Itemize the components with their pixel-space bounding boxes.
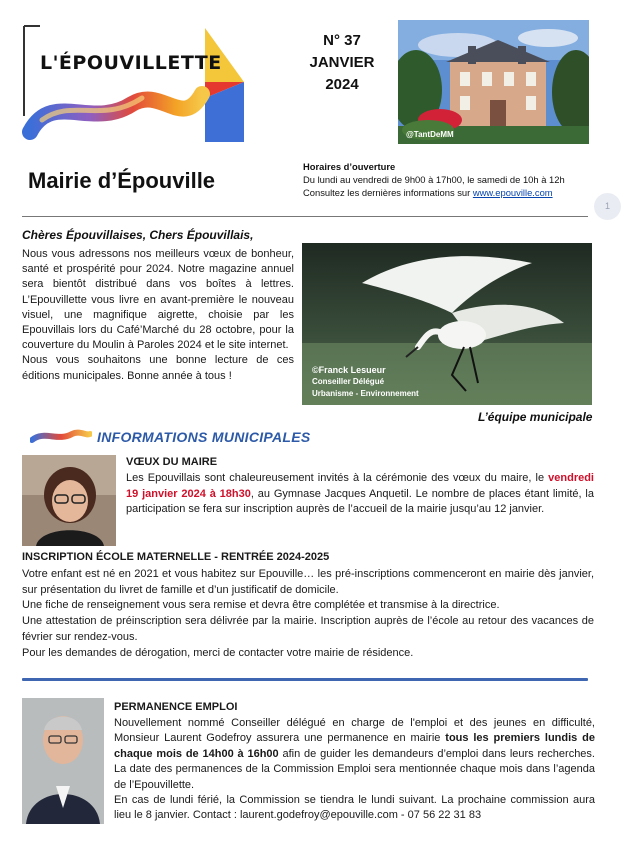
newsletter-logo — [22, 20, 277, 150]
emploi-paragraph: En cas de lundi férié, la Commission se tiendra le lundi suivant. La prochaine commission aura lieu le 8 janvier. Contact : laurent.godefroy@epouville.com - 07 56 22 31 83 — [114, 794, 595, 822]
emploi-schedule: tous les premiers lundis de chaque mois de 14h00 à 16h00 — [114, 732, 595, 760]
ecole-paragraph: Une attestation de préinscription sera délivrée par la mairie. Inscription auprès de l’école au retour des vacances de février sur rendez-vous. — [22, 615, 594, 643]
divider — [22, 216, 588, 217]
signature: L’équipe municipale — [478, 410, 593, 424]
voeux-text — [126, 471, 594, 518]
ecole-paragraph: Une fiche de renseignement vous sera remise et devra être complétée et transmise à la directrice. — [22, 599, 500, 612]
hours-line: Du lundi au vendredi de 9h00 à 17h00, le samedi de 10h à 12h — [303, 174, 565, 185]
issue-number: N° 37 — [323, 32, 361, 49]
credit-role-detail: Urbanisme - Environnement — [312, 389, 419, 398]
councillor-portrait — [22, 698, 104, 824]
intro-text — [22, 247, 294, 384]
mairie-title: Mairie d’Épouville — [28, 168, 216, 193]
hours-info-prefix: Consultez les dernières informations sur — [303, 187, 473, 198]
section-brush-icon — [30, 428, 92, 449]
photo-credit: @TantDeMM — [406, 130, 454, 139]
intro-paragraph: Nous vous adressons nos meilleurs vœux de bonheur, santé et prospérité pour 2024. Notre magazine annuel sera bientôt distribué dans vos boîtes à lettres. L’Epouvillette vous livre en avant-première le nouveau visuel, une magnifique aigrette, choisie par les Epouvillais lors du Café’Marché du 28 octobre, pour la couverture du Moulin à Paroles 2024 et le site internet. — [22, 248, 294, 352]
logo-wordmark: L'ÉPOUVILLETTE — [40, 52, 222, 74]
intro-paragraph: Nous vous souhaitons une bonne lecture de ces éditions municipales. Bonne année à tous ! — [22, 354, 294, 382]
emploi-text-end: afin de guider les demandeurs d’emploi dans leurs recherches. La date des permanences de la Commission Emploi sera mentionnée chaque mois dans l’agenda de l’Epouvillette. — [114, 747, 595, 791]
emploi-text — [114, 716, 595, 824]
emploi-title: PERMANENCE EMPLOI — [114, 701, 238, 713]
issue-year: 2024 — [325, 76, 359, 93]
ecole-title: INSCRIPTION ÉCOLE MATERNELLE - RENTRÉE 2024-2025 — [22, 551, 330, 563]
opening-hours — [303, 160, 565, 199]
voeux-date: vendredi 19 janvier 2024 à 18h30 — [126, 472, 594, 500]
ecole-text — [22, 567, 594, 661]
voeux-text-end: , au Gymnase Jacques Anquetil. Le nombre de places étant limité, la participation se fera sur inscription auprès de l’accueil de la mairie jusqu’au 12 janvier. — [126, 487, 594, 515]
hours-info — [303, 186, 565, 199]
voeux-title: VŒUX DU MAIRE — [126, 456, 218, 468]
town-hall-photo — [398, 20, 589, 144]
greeting: Chères Épouvillaises, Chers Épouvillais, — [22, 228, 254, 242]
ecole-paragraph: Votre enfant est né en 2021 et vous habitez sur Epouville… les pré-inscriptions commenceront en mairie dès janvier, sur présentation du livret de famille et d’un justificatif de domicile. — [22, 568, 594, 596]
emploi-text-start: Nouvellement nommé Conseiller délégué en charge de l'emploi et des jeunes en difficulté, Monsieur Laurent Godefroy assurera une permanence en mairie — [114, 717, 595, 745]
issue-info — [292, 30, 392, 96]
logo-graphic — [22, 20, 277, 150]
ecole-paragraph: Pour les demandes de dérogation, merci de contacter votre mairie de résidence. — [22, 646, 414, 659]
section-title: INFORMATIONS MUNICIPALES — [97, 429, 311, 445]
website-link[interactable]: www.epouville.com — [472, 187, 553, 198]
hours-title: Horaires d’ouverture — [303, 161, 396, 172]
credit-name: ©Franck Lesueur — [312, 365, 386, 375]
emploi-paragraph — [114, 716, 595, 793]
section-divider — [22, 678, 588, 681]
credit-role: Conseiller Délégué — [312, 377, 385, 386]
mayor-portrait — [22, 455, 116, 546]
voeux-text-start: Les Epouvillais sont chaleureusement invités à la cérémonie des vœux du maire, le — [126, 472, 549, 484]
egret-photo-credit — [312, 364, 419, 400]
issue-month: JANVIER — [309, 54, 375, 71]
page-number-badge: 1 — [594, 193, 621, 220]
